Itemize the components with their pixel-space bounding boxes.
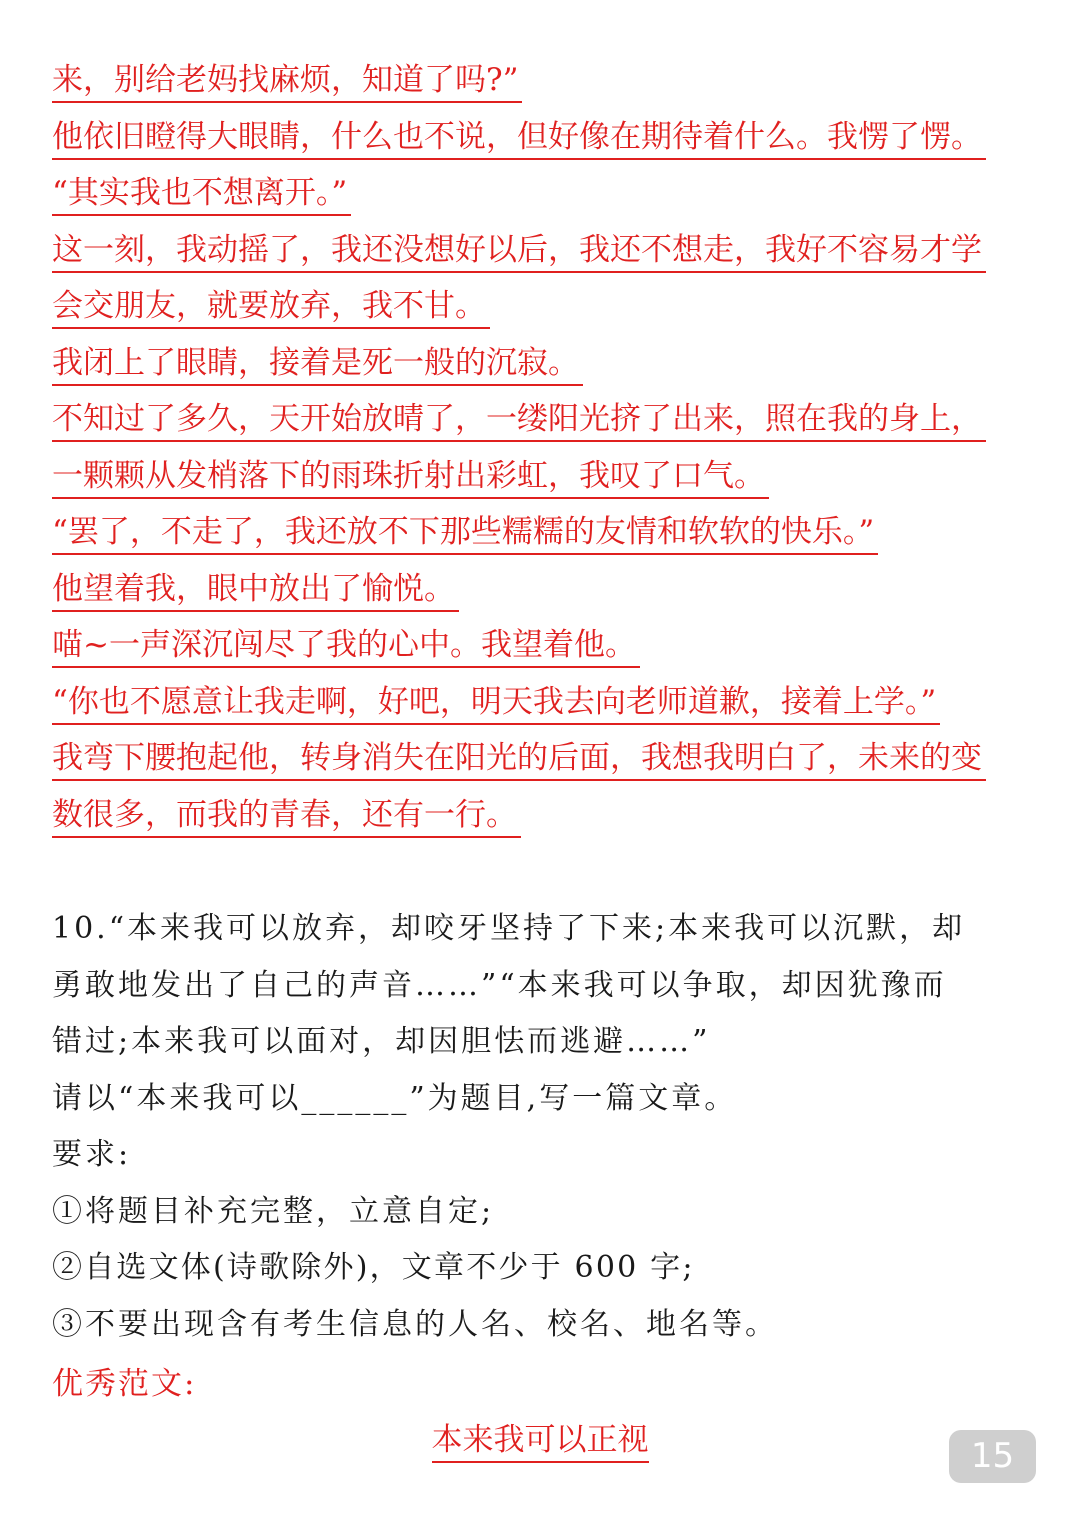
essay-line: “你也不愿意让我走啊，好吧，明天我去向老师道歉，接着上学。” (52, 674, 1032, 731)
question-text-line: 错过;本来我可以面对，却因胆怯而逃避……” (52, 1024, 711, 1059)
essay-line: 他望着我，眼中放出了愉悦。 (52, 561, 1032, 618)
sample-essay-title: 本来我可以正视 (0, 1412, 1080, 1468)
essay-line: 这一刻，我动摇了，我还没想好以后，我还不想走，我好不容易才学 (52, 222, 1032, 279)
essay-line: 会交朋友，就要放弃，我不甘。 (52, 278, 1032, 335)
sample-essay-label: 优秀范文: (52, 1366, 197, 1402)
question-text-line: 勇敢地发出了自己的声音……”“本来我可以争取，却因犹豫而 (52, 967, 947, 1003)
essay-line: 我闭上了眼睛，接着是死一般的沉寂。 (52, 335, 1032, 392)
essay-line: “罢了，不走了，我还放不下那些糯糯的友情和软软的快乐。” (52, 504, 1032, 561)
writing-question (52, 901, 1037, 1353)
essay-excerpt (52, 52, 1032, 843)
requirement-item: ③不要出现含有考生信息的人名、校名、地名等。 (52, 1306, 778, 1342)
requirement-item: ①将题目补充完整，立意自定; (52, 1193, 495, 1229)
question-prompt: 请以“本来我可以______”为题目,写一篇文章。 (52, 1080, 738, 1116)
essay-line: 数很多，而我的青春，还有一行。 (52, 787, 1032, 844)
question-text-line: 10.“本来我可以放弃，却咬牙坚持了下来;本来我可以沉默，却 (52, 911, 966, 946)
essay-line: 他依旧瞪得大眼睛，什么也不说，但好像在期待着什么。我愣了愣。 (52, 109, 1032, 166)
essay-line: “其实我也不想离开。” (52, 165, 1032, 222)
essay-line: 不知过了多久，天开始放晴了，一缕阳光挤了出来，照在我的身上， (52, 391, 1032, 448)
essay-line: 我弯下腰抱起他，转身消失在阳光的后面，我想我明白了，未来的变 (52, 730, 1032, 787)
essay-line: 喵~一声深沉闯尽了我的心中。我望着他。 (52, 617, 1032, 674)
essay-line: 来，别给老妈找麻烦，知道了吗?” (52, 52, 1032, 109)
requirement-item: ②自选文体(诗歌除外)，文章不少于 600 字; (52, 1250, 695, 1285)
requirements-label: 要求: (52, 1137, 132, 1172)
page-number-badge: 15 (949, 1430, 1036, 1483)
essay-line: 一颗颗从发梢落下的雨珠折射出彩虹，我叹了口气。 (52, 448, 1032, 505)
